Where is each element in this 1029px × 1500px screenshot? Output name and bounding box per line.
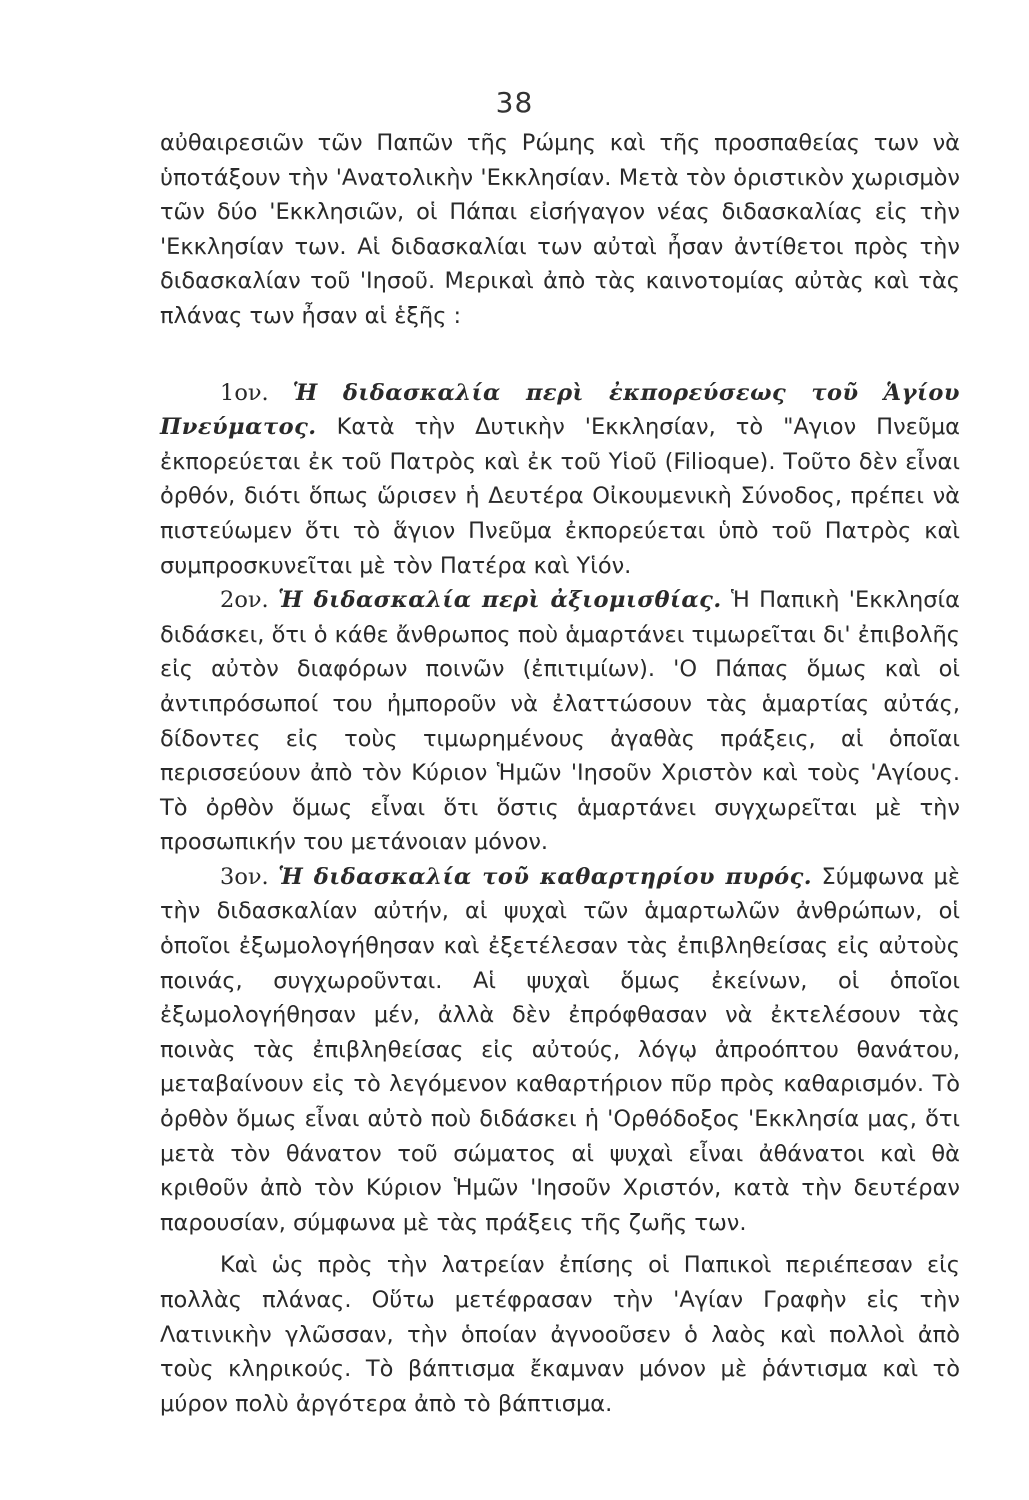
item-1-text: Κατὰ τὴν Δυτικὴν 'Εκκλησίαν, τὸ "Αγιον Πνεῦμα ἐκπορεύεται ἐκ τοῦ Πατρὸς καὶ ἐκ τοῦ Υἱοῦ (Filioque). Τοῦτο δὲν εἶναι ὀρθόν, διότι ὅπως ὥρισεν ἡ Δευτέρα Οἰκουμενικὴ Σύνοδος, πρέπει νὰ πιστεύωμεν ὅτι τὸ ἅγιον Πνεῦμα ἐκπορεύεται ὑπὸ τοῦ Πατρὸς καὶ συμπροσκυνεῖται μὲ τὸν Πατέρα καὶ Υἱόν. [160,414,960,579]
item-2-heading: Ἡ διδασκαλία περὶ ἀξιομισθίας. [278,587,722,614]
item-3-text: Σύμφωνα μὲ τὴν διδασκαλίαν αὐτήν, αἱ ψυχαὶ τῶν ἁμαρτωλῶν ἀνθρώπων, οἱ ὁποῖοι ἐξωμολογήθησαν καὶ ἐξετέλεσαν τὰς ἐπιβληθείσας εἰς αὐτοὺς ποινάς, συγχωροῦνται. Αἱ ψυχαὶ ὅμως ἐκείνων, οἱ ὁποῖοι ἐξωμολογήθησαν μέν, ἀλλὰ δὲν ἐπρόφθασαν νὰ ἐκτελέσουν τὰς ποινὰς τὰς ἐπιβληθείσας εἰς αὐτούς, λόγῳ ἀπροόπτου θανάτου, μεταβαίνουν εἰς τὸ λεγόμενον καθαρτήριον πῦρ πρὸς καθαρισμόν. Τὸ ὀρθὸν ὅμως εἶναι αὐτὸ ποὺ διδάσκει ἡ 'Ορθόδοξος 'Εκκλησία μας, ὅτι μετὰ τὸν θάνατον τοῦ σώματος αἱ ψυχαὶ εἶναι ἀθάνατοι καὶ θὰ κριθοῦν ἀπὸ τὸν Κύριον Ἡμῶν 'Ιησοῦν Χριστόν, κατὰ τὴν δευτέραν παρουσίαν, σύμφωνα μὲ τὰς πράξεις τῆς ζωῆς των. [160,863,960,1236]
item-1-paragraph [160,376,960,584]
document-body [160,126,960,1421]
item-1-heading: Ἡ διδασκαλία περὶ ἐκπορεύσεως τοῦ Ἁγίου Πνεύματος. [160,379,961,441]
item-1-number: 1ον. [220,379,269,406]
item-2-text: Ἡ Παπικὴ 'Εκκλησία διδάσκει, ὅτι ὁ κάθε ἄνθρωπος ποὺ ἁμαρτάνει τιμωρεῖται δι' ἐπιβολῆς εἰς αὐτὸν διαφόρων ποινῶν (ἐπιτιμίων). 'Ο Πάπας ὅμως καὶ οἱ ἀντιπρόσωποί του ἠμποροῦν νὰ ἐλαττώσουν τὰς ἁμαρτίας αὐτάς, δίδοντες εἰς τοὺς τιμωρημένους ἀγαθὰς πράξεις, αἱ ὁποῖαι περισσεύουν ἀπὸ τὸν Κύριον Ἡμῶν 'Ιησοῦν Χριστὸν καὶ τοὺς 'Αγίους. Τὸ ὀρθὸν ὅμως εἶναι ὅτι ὅστις ἁμαρτάνει συγχωρεῖται μὲ τὴν προσωπικήν του μετάνοιαν μόνον. [160,587,960,856]
item-3-heading: Ἡ διδασκαλία τοῦ καθαρτηρίου πυρός. [278,863,813,890]
item-2-paragraph [160,583,960,860]
item-2-number: 2ον. [220,587,269,614]
item-3-paragraph [160,860,960,1241]
final-paragraph: Καὶ ὡς πρὸς τὴν λατρείαν ἐπίσης οἱ Παπικοὶ περιέπεσαν εἰς πολλὰς πλάνας. Οὕτω μετέφρασαν τὴν 'Αγίαν Γραφὴν εἰς τὴν Λατινικὴν γλῶσσαν, τὴν ὁποίαν ἀγνοοῦσεν ὁ λαὸς καὶ πολλοὶ ἀπὸ τοὺς κληρικούς. Τὸ βάπτισμα ἔκαμναν μόνον μὲ ῥάντισμα καὶ τὸ μύρον πολὺ ἀργότερα ἀπὸ τὸ βάπτισμα. [160,1252,960,1417]
intro-paragraph: αὐθαιρεσιῶν τῶν Παπῶν τῆς Ρώμης καὶ τῆς προσπαθείας των νὰ ὑποτάξουν τὴν 'Ανατολικὴν 'Εκκλησίαν. Μετὰ τὸν ὁριστικὸν χωρισμὸν τῶν δύο 'Εκκλησιῶν, οἱ Πάπαι εἰσήγαγον νέας διδασκαλίας εἰς τὴν 'Εκκλησίαν των. Αἱ διδασκαλίαι των αὐταὶ ἦσαν ἀντίθετοι πρὸς τὴν διδασκαλίαν τοῦ 'Ιησοῦ. Μερικαὶ ἀπὸ τὰς καινοτομίας αὐτὰς καὶ τὰς πλάνας των ἦσαν αἱ ἑξῆς : [160,130,960,329]
page-number: 38 [495,86,534,119]
item-3-number: 3ον. [220,863,269,890]
